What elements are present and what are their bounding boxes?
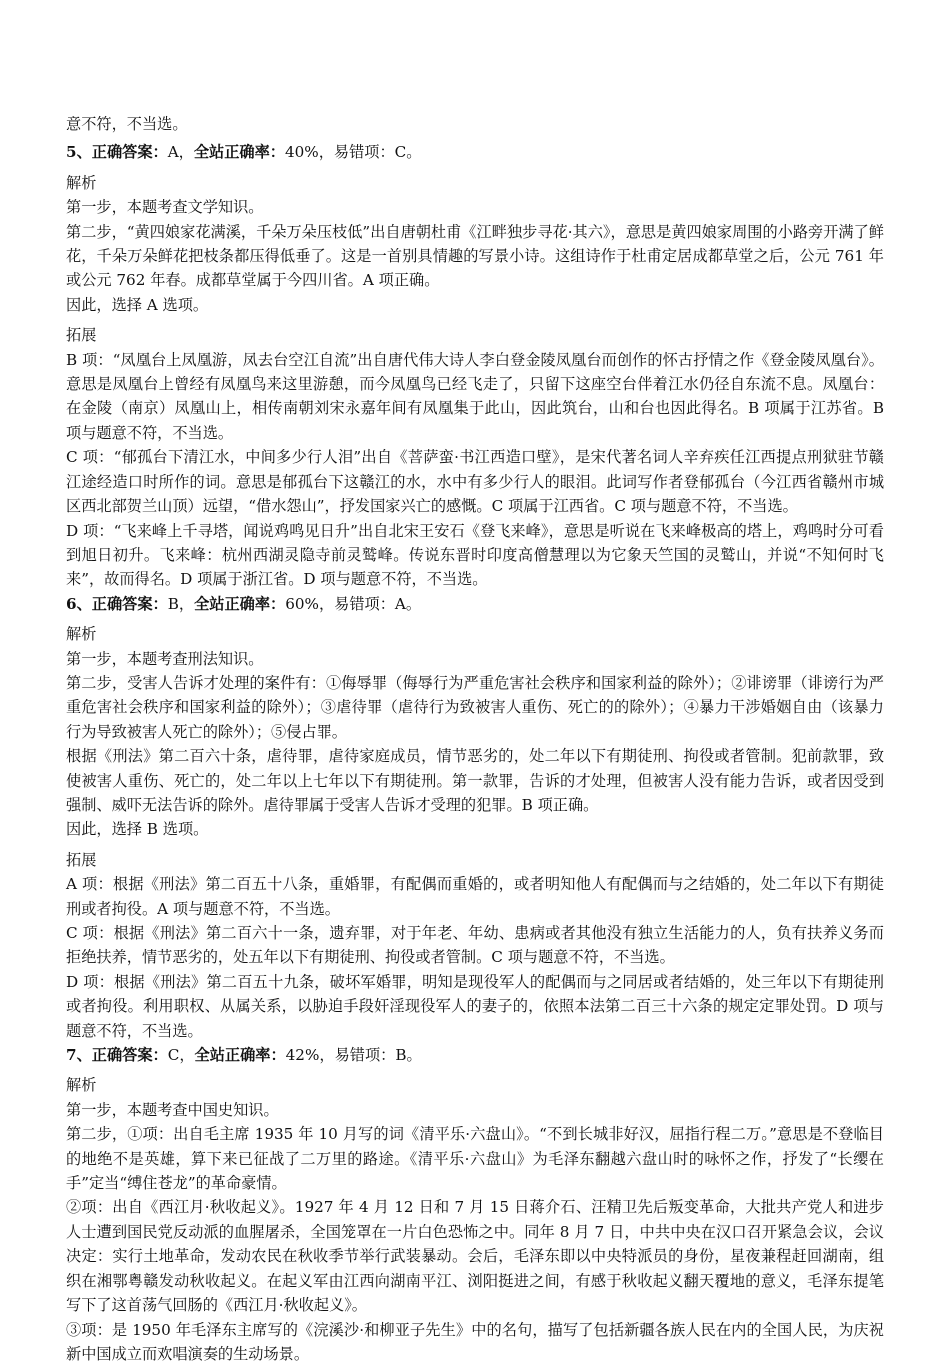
paragraph: B 项：“凤凰台上凤凰游，凤去台空江自流”出自唐代伟大诗人李白登金陵凤凰台而创作的怀古抒情之作《登金陵凤凰台》。意思是凤凰台上曾经有凤凰鸟来这里游憩，而今凤凰鸟已经飞走了，只留下这座空台伴着江水仍径自东流不息。凤凰台：在金陵（南京）凤凰山上，相传南朝刘宋永嘉年间有凤凰集于此山，因此筑台，山和台也因此得名。B 项属于江苏省。B 项与题意不符，不当选。 [66, 348, 884, 446]
rate-label: 全站正确率： [194, 595, 285, 613]
paragraph: ②项：出自《西江月·秋收起义》。1927 年 4 月 12 日和 7 月 15 日蒋介石、汪精卫先后叛变革命，大批共产党人和进步人士遭到国民党反动派的血腥屠杀，全国笼罩在一片白色恐怖之中。同年 8 月 7 日，中共中央在汉口召开紧急会议，会议决定：实行土地革命，发动农民在秋收季节举行武装暴动。会后，毛泽东即以中央特派员的身份，星夜兼程赶回湖南，组织在湘鄂粤赣发动秋收起义。在起义军由江西向湖南平江、浏阳挺进之间，有感于秋收起义翻天覆地的意义，毛泽东提笔写下了这首荡气回肠的《西江月·秋收起义》。 [66, 1195, 884, 1317]
paragraph: D 项：根据《刑法》第二百五十九条，破坏军婚罪，明知是现役军人的配偶而与之同居或者结婚的，处三年以下有期徒刑或者拘役。利用职权、从属关系，以胁迫手段奸淫现役军人的妻子的，依照本法第二百三十六条的规定定罪处罚。D 项与题意不符，不当选。 [66, 970, 884, 1043]
paragraph: 第一步，本题考查刑法知识。 [66, 647, 884, 671]
paragraph: 第二步，“黄四娘家花满溪，千朵万朵压枝低”出自唐朝杜甫《江畔独步寻花·其六》，意思是黄四娘家周围的小路旁开满了鲜花，千朵万朵鲜花把枝条都压得低垂了。这是一首别具情趣的写景小诗。这组诗作于杜甫定居成都草堂之后，公元 761 年或公元 762 年春。成都草堂属于今四川省。A 项正确。 [66, 220, 884, 293]
rate-label: 全站正确率： [194, 143, 285, 161]
rate-value: 42%，易错项：B。 [286, 1046, 422, 1064]
answer-value: A， [168, 143, 194, 161]
answer-line-q6 [66, 592, 884, 616]
section-label-analysis: 解析 [66, 622, 884, 646]
rate-value: 40%，易错项：C。 [285, 143, 422, 161]
paragraph: 意不符，不当选。 [66, 112, 884, 136]
rate-label: 全站正确率： [195, 1046, 286, 1064]
answer-value: B， [168, 595, 194, 613]
answer-value: C， [168, 1046, 195, 1064]
paragraph: 第二步，①项：出自毛主席 1935 年 10 月写的词《清平乐·六盘山》。“不到长城非好汉，屈指行程二万。”意思是不登临目的地绝不是英雄，算下来已征战了二万里的路途。《清平乐·六盘山》为毛泽东翻越六盘山时的咏怀之作，抒发了“长缨在手”定当“缚住苍龙”的革命豪情。 [66, 1122, 884, 1195]
paragraph: 因此，选择 A 选项。 [66, 293, 884, 317]
section-label-extension: 拓展 [66, 848, 884, 872]
paragraph: C 项：根据《刑法》第二百六十一条，遗弃罪，对于年老、年幼、患病或者其他没有独立生活能力的人，负有扶养义务而拒绝扶养，情节恶劣的，处五年以下有期徒刑、拘役或者管制。C 项与题意不符，不当选。 [66, 921, 884, 970]
rate-value: 60%，易错项：A。 [285, 595, 421, 613]
paragraph: 第一步，本题考查文学知识。 [66, 195, 884, 219]
paragraph: 第一步，本题考查中国史知识。 [66, 1098, 884, 1122]
paragraph: C 项：“郁孤台下清江水，中间多少行人泪”出自《菩萨蛮·书江西造口壁》，是宋代著名词人辛弃疾任江西提点刑狱驻节赣江途经造口时所作的词。意思是郁孤台下这赣江的水，水中有多少行人的眼泪。此词写作者登郁孤台（今江西省赣州市城区西北部贺兰山顶）远望，“借水怨山”，抒发国家兴亡的感慨。C 项属于江西省。C 项与题意不符，不当选。 [66, 445, 884, 518]
answer-label: 5、正确答案： [66, 143, 168, 161]
paragraph: ③项：是 1950 年毛泽东主席写的《浣溪沙·和柳亚子先生》中的名句，描写了包括新疆各族人民在内的全国人民，为庆祝新中国成立而欢唱演奏的生动场景。 [66, 1318, 884, 1366]
paragraph: A 项：根据《刑法》第二百五十八条，重婚罪，有配偶而重婚的，或者明知他人有配偶而与之结婚的，处二年以下有期徒刑或者拘役。A 项与题意不符，不当选。 [66, 872, 884, 921]
section-label-extension: 拓展 [66, 323, 884, 347]
answer-line-q5 [66, 140, 884, 164]
paragraph: 第二步，受害人告诉才处理的案件有：①侮辱罪（侮辱行为严重危害社会秩序和国家利益的除外）；②诽谤罪（诽谤行为严重危害社会秩序和国家利益的除外）；③虐待罪（虐待行为致被害人重伤、死亡的的除外）；④暴力干涉婚姻自由（该暴力行为导致被害人死亡的除外）；⑤侵占罪。 [66, 671, 884, 744]
paragraph: 根据《刑法》第二百六十条，虐待罪，虐待家庭成员，情节恶劣的，处二年以下有期徒刑、拘役或者管制。犯前款罪，致使被害人重伤、死亡的，处二年以上七年以下有期徒刑。第一款罪，告诉的才处理，但被害人没有能力告诉，或者因受到强制、威吓无法告诉的除外。虐待罪属于受害人告诉才受理的犯罪。B 项正确。 [66, 744, 884, 817]
section-label-analysis: 解析 [66, 1073, 884, 1097]
paragraph: 因此，选择 B 选项。 [66, 817, 884, 841]
section-label-analysis: 解析 [66, 171, 884, 195]
answer-label: 7、正确答案： [66, 1046, 168, 1064]
paragraph: D 项：“飞来峰上千寻塔，闻说鸡鸣见日升”出自北宋王安石《登飞来峰》，意思是听说在飞来峰极高的塔上，鸡鸣时分可看到旭日初升。飞来峰：杭州西湖灵隐寺前灵鹫峰。传说东晋时印度高僧慧理以为它象天竺国的灵鹫山，并说“不知何时飞来”，故而得名。D 项属于浙江省。D 项与题意不符，不当选。 [66, 519, 884, 592]
answer-label: 6、正确答案： [66, 595, 168, 613]
answer-line-q7 [66, 1043, 884, 1067]
